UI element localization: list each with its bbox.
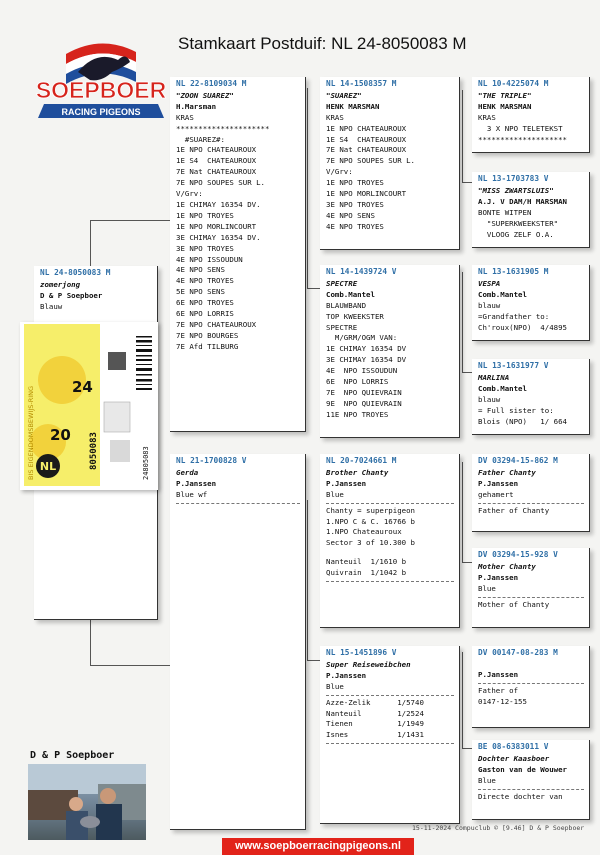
card-line: Quivrain 1/1042 b [326,568,407,578]
card-line: Chanty = superpigeon [326,505,415,515]
pigeon-name: Mother Chanty [478,561,536,571]
fmf-card [472,265,590,341]
soepboer-logo [26,32,176,127]
card-line: "SUPERKWEEKSTER" [478,218,559,228]
father-card [170,77,306,432]
card-line: Father of Chanty [478,505,550,515]
connector [307,660,320,661]
connector [462,372,472,373]
ring-certificate-graphic [20,322,158,490]
ring-number: NL 13-1631977 V [478,361,549,370]
ring-side-text: BIS EIGENDOMSBEWIJS-RING [27,385,35,480]
connector [90,220,170,221]
owner-name: D & P Soepboer [30,750,115,761]
pigeon-owner: P.Janssen [478,572,519,582]
pigeon-owner: P.Janssen [176,478,217,488]
mff-card [472,454,590,532]
logo-text: SOEPBOER [35,77,167,103]
connector [462,90,463,182]
website-link[interactable]: www.soepboerracingpigeons.nl [222,838,414,855]
connector [307,88,308,288]
card-line: 1.NPO Chateauroux [326,527,402,537]
card-line: Blue [326,489,344,499]
card-line: VLOOG ZELF O.A. [478,229,554,239]
card-line: 6E NPO LORRIS [326,377,389,387]
card-line: 1E NPO MORLINCOURT [326,189,407,199]
owner-photo [28,764,146,840]
card-line: 1E NPO TROYES [176,210,234,220]
connector [462,462,463,562]
divider [478,597,584,598]
ring-number: NL 15-1451896 V [326,648,397,657]
card-line: 7E Afd TILBURG [176,341,239,351]
pigeon-name: "SUAREZ" [326,90,362,100]
pigeon-name: Dochter Kaasboer [478,753,550,763]
card-line: Nanteuil 1/2524 [326,708,424,718]
card-line: 4E NPO TROYES [326,221,384,231]
paternal-grandfather-card [320,77,460,250]
card-line [326,549,454,557]
page-title: Stamkaart Postduif: NL 24-8050083 M [178,34,467,53]
card-line: 5E NPO SENS [176,287,225,297]
card-line: D & P Soepboer [40,290,103,300]
card-line: Father of [478,685,519,695]
card-line: 3E NPO TROYES [176,243,234,253]
card-line: BONTE WITPEN [478,207,532,217]
ring-number: DV 03294-15-862 M [478,456,558,465]
card-line: 4E NPO ISSOUDUN [326,366,398,376]
pigeon-owner: Comb.Mantel [326,289,375,299]
card-line: Blue [478,583,496,593]
pigeon-owner: H.Marsman [176,101,217,111]
card-line: Azze-Zelik 1/5740 [326,697,424,707]
ring-number: NL 10-4225074 M [478,79,549,88]
pigeon-name: "MISS ZWARTSLUIS" [478,185,554,195]
ring-number: NL 24-8050083 M [40,268,111,277]
card-line: Sector 3 of 10.300 b [326,538,415,548]
card-line: =Grandfather to: [478,311,550,321]
divider [326,695,454,696]
card-line: Blue wf [176,489,208,499]
ring-code: 8050083 [89,432,99,470]
card-line: 3E CHIMAY 16354 DV. [176,232,261,242]
ring-number: NL 14-1508357 M [326,79,397,88]
card-line: Mother of Chanty [478,599,550,609]
ring-number: DV 00147-08-283 M [478,648,558,657]
ring-country: NL [39,460,57,473]
card-line: 4E NPO ISSOUDUN [176,254,243,264]
card-line: 1E NPO CHATEAUROUX [326,123,407,133]
card-line: 4E NPO TROYES [176,276,234,286]
card-line: blauw [478,300,501,310]
ring-number: NL 13-1703783 V [478,174,549,183]
ring-digits-b: 24 [72,378,93,396]
pigeon-name: "THE TRIPLE" [478,90,532,100]
card-line: ******************** [478,134,567,144]
card-line: 4E NPO SENS [176,265,225,275]
card-line: Blue [326,681,344,691]
divider [326,581,454,582]
card-line: 7E NPO SOUPES SUR L. [176,178,265,188]
pigeon-owner: HENK MARSMAN [478,101,532,111]
card-line: KRAS [176,112,194,122]
card-line: zomerjong [40,279,81,289]
card-line: 7E NPO CHATEAUROUX [176,319,257,329]
pigeon-name: Super Reiseweibchen [326,659,411,669]
pigeon-owner: P.Janssen [478,478,519,488]
mmf-card [472,646,590,728]
divider [326,503,454,504]
connector [462,182,472,183]
paternal-grandmother-card [320,265,460,438]
pigeon-owner: P.Janssen [326,670,367,680]
fff-card [472,77,590,153]
card-line: KRAS [478,112,496,122]
card-line: gehamert [478,489,514,499]
ring-number: DV 03294-15-928 V [478,550,558,559]
card-line: Directe dochter van [478,791,563,801]
logo-subtext: RACING PIGEONS [61,107,141,117]
ring-number: NL 21-1700828 V [176,456,247,465]
pigeon-name: Gerda [176,467,199,477]
card-line: M/GRM/OGM VAN: [326,333,398,343]
card-line: 7E NPO BOURGES [176,330,239,340]
ring-number: NL 22-8109034 M [176,79,247,88]
ring-number: NL 13-1631905 M [478,267,549,276]
card-line: 3 X NPO TELETEKST [478,123,563,133]
card-line: 1E CHIMAY 16354 DV. [176,199,261,209]
card-line: 4E NPO SENS [326,210,375,220]
ring-number: NL 20-7024661 M [326,456,397,465]
pigeon-owner: HENK MARSMAN [326,101,380,111]
maternal-grandfather-card [320,454,460,628]
ring-certificate [20,322,158,490]
divider [478,683,584,684]
pigeon-name: Father Chanty [478,467,536,477]
card-line: ********************* [176,123,270,133]
card-line: 7E NPO SOUPES SUR L. [326,156,415,166]
card-line: 6E NPO LORRIS [176,309,234,319]
divider [478,789,584,790]
mfm-card [472,548,590,628]
ring-number: BE 08-6383011 V [478,742,549,751]
card-line: 6E NPO TROYES [176,298,234,308]
card-line: 1E NPO TROYES [326,178,384,188]
card-line: 1E NPO MORLINCOURT [176,221,257,231]
divider [176,503,300,504]
fmm-card [472,359,590,435]
card-line: 9E NPO QUIEVRAIN [326,398,402,408]
card-line: #SUAREZ#: [176,134,225,144]
card-line: 1E S4 CHATEAUROUX [326,134,407,144]
card-line: 3E NPO TROYES [326,199,384,209]
card-line: KRAS [326,112,344,122]
divider [326,743,454,744]
ring-number: NL 14-1439724 V [326,267,397,276]
card-line: V/Grv: [176,189,203,199]
ffm-card [472,172,590,248]
connector [462,652,463,748]
owner-photo-graphic [28,764,146,840]
card-line: BLAUWBAND [326,300,367,310]
pigeon-owner: A.J. V DAM/H MARSMAN [478,196,567,206]
card-line: 1.NPO C & C. 16766 b [326,516,415,526]
pigeon-name: VESPA [478,278,501,288]
connector [90,220,91,268]
connector [462,748,472,749]
pigeon-owner: P.Janssen [326,478,367,488]
connector [462,562,472,563]
pigeon-name [478,660,584,670]
card-line: 1E S4 CHATEAUROUX [176,156,257,166]
pigeon-owner: P.Janssen [478,669,519,679]
connector [307,288,320,289]
mmm-card [472,740,590,820]
print-info: 15-11-2024 Compuclub © [9.46] D & P Soepboer [412,824,585,832]
card-line: 1E NPO CHATEAUROUX [176,145,257,155]
card-line: V/Grv: [326,167,353,177]
card-line: Tienen 1/1949 [326,719,424,729]
card-line: 0147-12-155 [478,696,527,706]
pigeon-owner: Gaston van de Wouwer [478,764,567,774]
divider [478,503,584,504]
card-line: Blue [478,775,496,785]
card-line: 1E CHIMAY 16354 DV [326,344,407,354]
pigeon-owner: Comb.Mantel [478,289,527,299]
ring-digits-a: 20 [50,426,71,444]
pigeon-owner: Comb.Mantel [478,383,527,393]
card-line: 11E NPO TROYES [326,409,389,419]
pigeon-name: SPECTRE [326,278,358,288]
card-line: SPECTRE [326,322,358,332]
card-line: TOP KWEEKSTER [326,311,384,321]
maternal-grandmother-card [320,646,460,824]
connector [307,500,308,660]
pigeon-name: "ZOON SUAREZ" [176,90,234,100]
card-line: Blauw [40,301,63,311]
card-line: 7E NPO QUIEVRAIN [326,387,402,397]
connector [90,665,170,666]
card-line: = Full sister to: [478,405,554,415]
pigeon-name: MARLINA [478,372,510,382]
card-line: 3E CHIMAY 16354 DV [326,355,407,365]
card-line: Nanteuil 1/1610 b [326,557,407,567]
mother-card [170,454,306,830]
card-line: Ch'roux(NPO) 4/4895 [478,322,567,332]
card-line: Blois (NPO) 1/ 664 [478,416,567,426]
ring-barcode-number: 24805083 [142,446,150,480]
card-line: 7E Nat CHATEAUROUX [326,145,407,155]
card-line: Isnes 1/1431 [326,730,424,740]
connector [462,272,463,372]
card-line: blauw [478,394,501,404]
card-line: 7E Nat CHATEAUROUX [176,167,257,177]
pigeon-name: Brother Chanty [326,467,389,477]
